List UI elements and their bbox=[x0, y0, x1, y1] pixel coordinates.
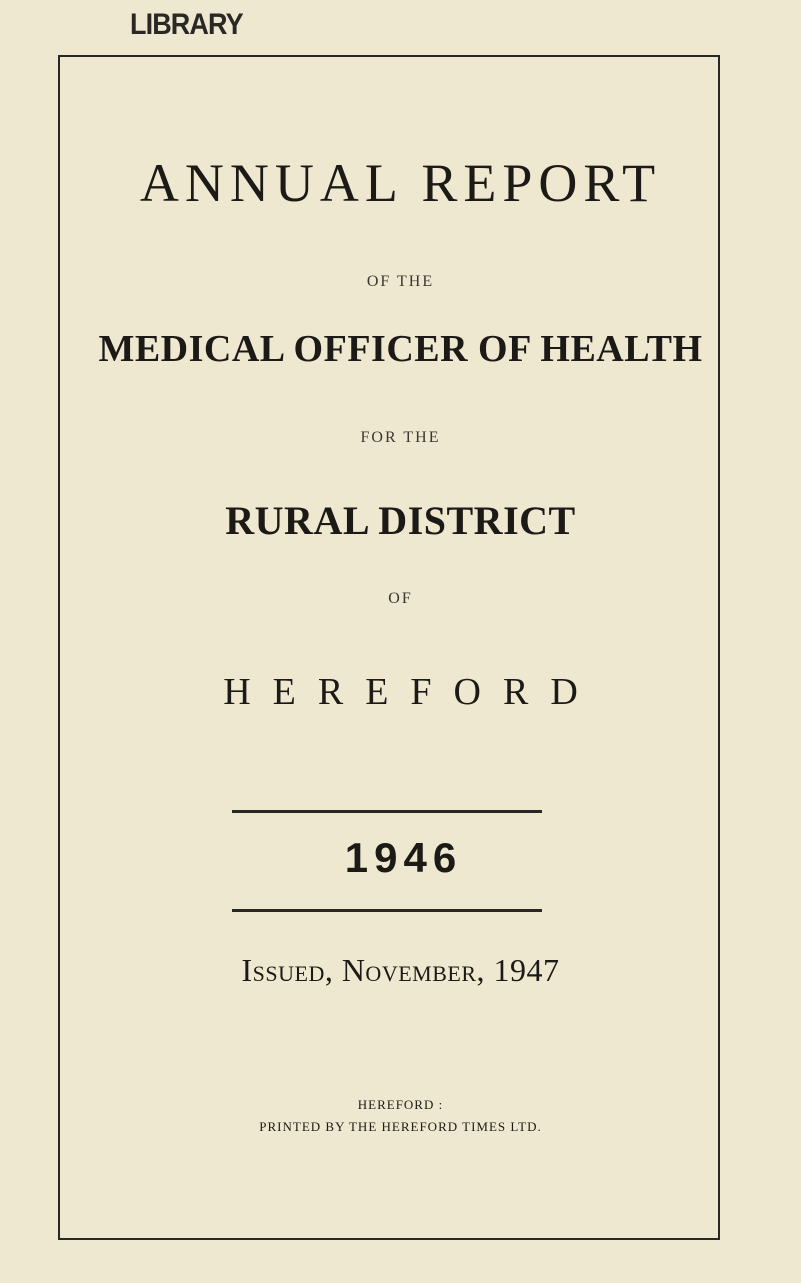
divider-bottom bbox=[232, 909, 542, 912]
printer-credit: PRINTED BY THE HEREFORD TIMES LTD. bbox=[259, 1119, 542, 1134]
of-the-text: OF THE bbox=[366, 273, 435, 290]
for-the-text: FOR THE bbox=[360, 429, 441, 446]
report-year: 1946 bbox=[344, 834, 463, 881]
issued-date: Issued, November, 1947 bbox=[241, 952, 560, 988]
printer-location: HEREFORD : bbox=[357, 1097, 444, 1112]
library-stamp: LIBRARY bbox=[130, 8, 243, 41]
place-name: HEREFORD bbox=[223, 671, 600, 713]
of-text: OF bbox=[388, 590, 413, 607]
district-title: RURAL DISTRICT bbox=[225, 498, 576, 543]
subject-title: MEDICAL OFFICER OF HEALTH bbox=[98, 328, 703, 370]
report-title: ANNUAL REPORT bbox=[139, 153, 662, 213]
divider-top bbox=[232, 810, 542, 813]
page-border bbox=[58, 55, 720, 1240]
